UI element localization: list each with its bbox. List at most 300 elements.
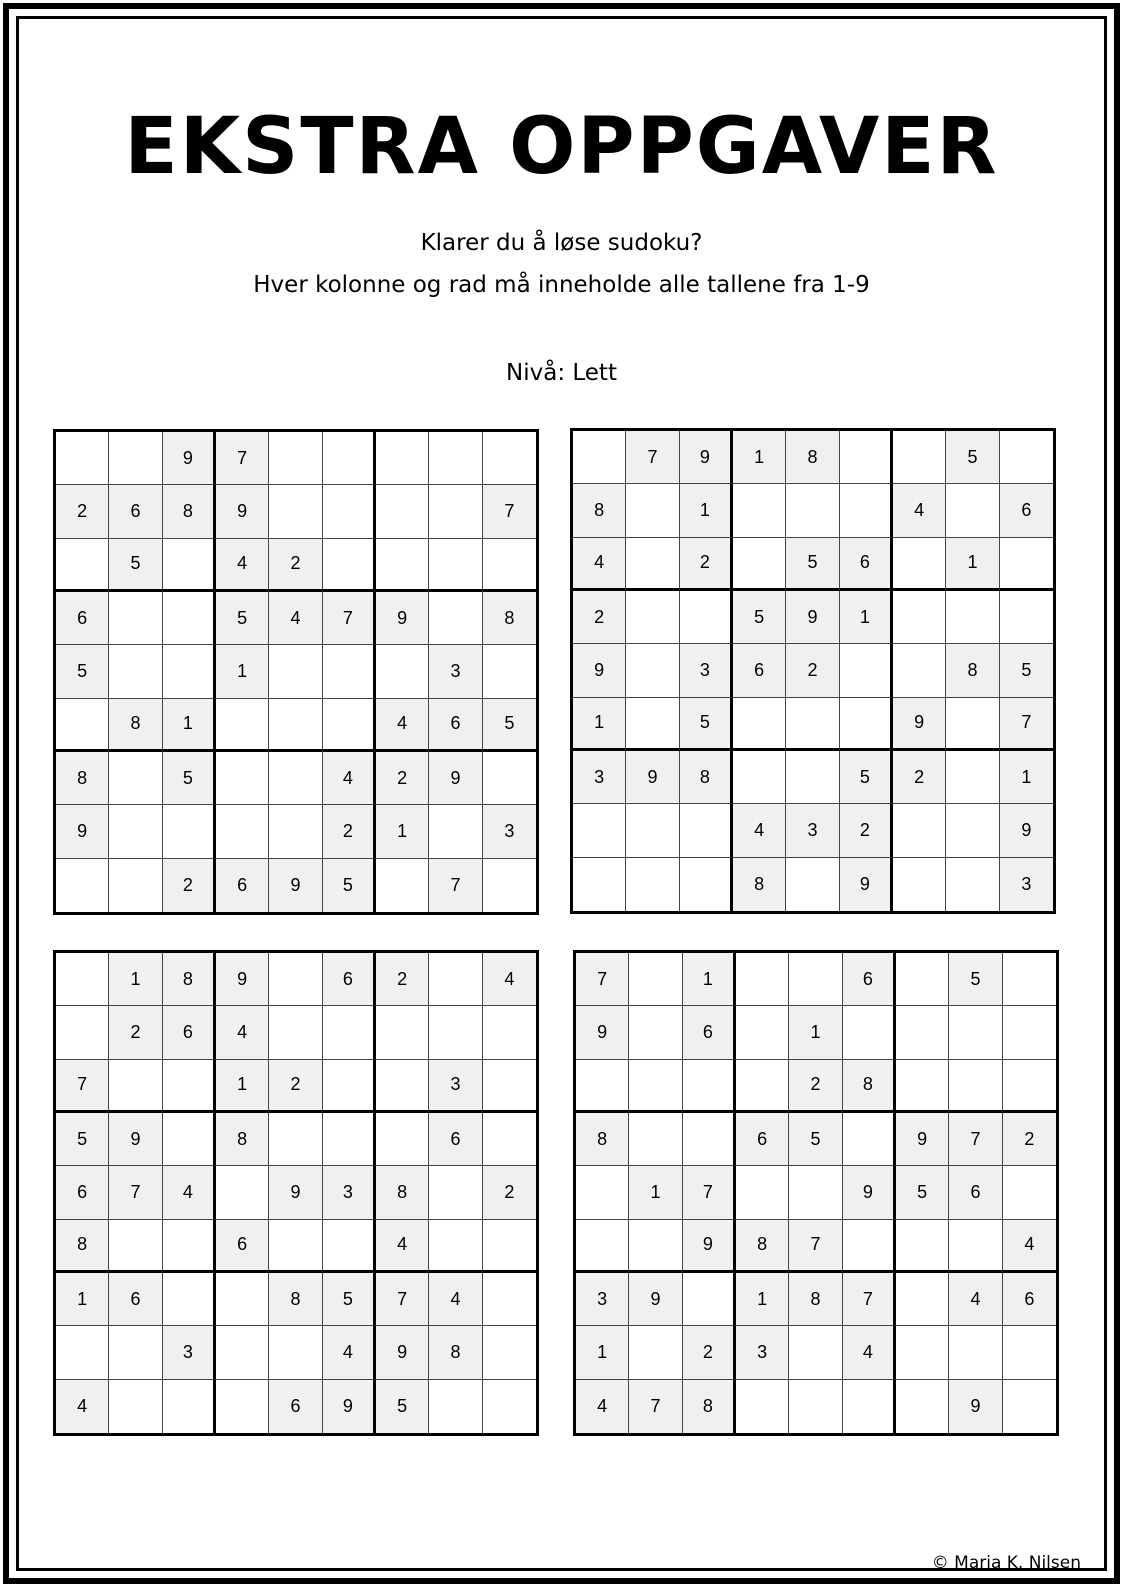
sudoku-cell[interactable] — [269, 699, 322, 752]
sudoku-cell[interactable] — [109, 1380, 162, 1433]
sudoku-cell[interactable] — [323, 539, 376, 592]
sudoku-cell[interactable] — [843, 1380, 896, 1433]
sudoku-cell[interactable] — [109, 1060, 162, 1113]
sudoku-cell: 8 — [733, 858, 786, 911]
sudoku-cell[interactable] — [216, 1273, 269, 1326]
sudoku-cell: 5 — [56, 645, 109, 698]
sudoku-cell[interactable] — [946, 804, 999, 857]
sudoku-cell: 6 — [163, 1006, 216, 1059]
sudoku-cell[interactable] — [683, 1273, 736, 1326]
sudoku-cell: 6 — [429, 699, 482, 752]
sudoku-cell[interactable] — [946, 858, 999, 911]
sudoku-cell[interactable] — [840, 698, 893, 751]
sudoku-cell: 2 — [109, 1006, 162, 1059]
sudoku-cell[interactable] — [736, 953, 789, 1006]
sudoku-cell[interactable] — [680, 591, 733, 644]
sudoku-cell[interactable] — [949, 1060, 1002, 1113]
sudoku-cell[interactable] — [629, 1060, 682, 1113]
sudoku-cell[interactable] — [680, 804, 733, 857]
instruction-question: Klarer du å løse sudoku? — [420, 230, 703, 256]
sudoku-cell[interactable] — [429, 485, 482, 538]
sudoku-cell[interactable] — [843, 1006, 896, 1059]
sudoku-cell: 1 — [680, 484, 733, 537]
sudoku-cell: 8 — [683, 1380, 736, 1433]
sudoku-cell: 5 — [163, 752, 216, 805]
sudoku-cell[interactable] — [1000, 591, 1053, 644]
sudoku-cell: 6 — [736, 1113, 789, 1166]
sudoku-cell[interactable] — [216, 1380, 269, 1433]
sudoku-cell: 5 — [483, 699, 536, 752]
sudoku-cell[interactable] — [626, 804, 679, 857]
sudoku-cell: 5 — [1000, 644, 1053, 697]
sudoku-cell[interactable] — [789, 1380, 842, 1433]
sudoku-cell: 6 — [840, 538, 893, 591]
sudoku-cell: 2 — [163, 859, 216, 912]
sudoku-cell[interactable] — [323, 1113, 376, 1166]
sudoku-cell[interactable] — [429, 805, 482, 858]
sudoku-cell[interactable] — [163, 1220, 216, 1273]
sudoku-cell: 4 — [56, 1380, 109, 1433]
sudoku-cell: 2 — [893, 751, 946, 804]
sudoku-cell: 4 — [576, 1380, 629, 1433]
sudoku-cell: 1 — [216, 645, 269, 698]
sudoku-cell[interactable] — [483, 645, 536, 698]
sudoku-cell: 7 — [376, 1273, 429, 1326]
sudoku-cell[interactable] — [323, 1060, 376, 1113]
sudoku-cell: 3 — [736, 1326, 789, 1379]
sudoku-cell[interactable] — [109, 1220, 162, 1273]
sudoku-cell[interactable] — [483, 539, 536, 592]
sudoku-cell: 7 — [323, 592, 376, 645]
sudoku-cell[interactable] — [840, 644, 893, 697]
sudoku-cell[interactable] — [626, 484, 679, 537]
sudoku-cell: 6 — [429, 1113, 482, 1166]
sudoku-cell[interactable] — [323, 485, 376, 538]
instruction-rule: Hver kolonne og rad må inneholde alle tallene fra 1-9 — [253, 272, 870, 298]
sudoku-cell[interactable] — [483, 432, 536, 485]
sudoku-cell[interactable] — [163, 805, 216, 858]
sudoku-cell: 9 — [216, 953, 269, 1006]
sudoku-cell[interactable] — [323, 645, 376, 698]
sudoku-cell: 1 — [736, 1273, 789, 1326]
sudoku-cell[interactable] — [483, 859, 536, 912]
sudoku-cell[interactable] — [576, 1220, 629, 1273]
sudoku-cell: 3 — [323, 1166, 376, 1219]
sudoku-cell[interactable] — [429, 1006, 482, 1059]
sudoku-cell: 5 — [323, 859, 376, 912]
sudoku-cell: 9 — [840, 858, 893, 911]
sudoku-cell[interactable] — [629, 1006, 682, 1059]
sudoku-cell[interactable] — [163, 592, 216, 645]
sudoku-cell: 8 — [786, 431, 839, 484]
sudoku-cell: 1 — [946, 538, 999, 591]
sudoku-cell[interactable] — [163, 645, 216, 698]
sudoku-cell: 9 — [576, 1006, 629, 1059]
sudoku-cell: 9 — [376, 1326, 429, 1379]
sudoku-cell: 1 — [376, 805, 429, 858]
sudoku-cell: 2 — [1003, 1113, 1056, 1166]
sudoku-cell[interactable] — [949, 1006, 1002, 1059]
sudoku-cell: 3 — [680, 644, 733, 697]
sudoku-cell: 4 — [733, 804, 786, 857]
sudoku-cell: 1 — [733, 431, 786, 484]
sudoku-cell: 9 — [376, 592, 429, 645]
copyright-notice: © Maria K. Nilsen — [931, 1553, 1081, 1573]
sudoku-cell[interactable] — [163, 539, 216, 592]
sudoku-cell[interactable] — [269, 485, 322, 538]
sudoku-cell[interactable] — [840, 484, 893, 537]
sudoku-grid-1 — [53, 429, 539, 915]
sudoku-cell[interactable] — [429, 539, 482, 592]
sudoku-cell[interactable] — [573, 804, 626, 857]
sudoku-cell[interactable] — [629, 953, 682, 1006]
sudoku-cell[interactable] — [376, 1060, 429, 1113]
sudoku-cell[interactable] — [683, 1113, 736, 1166]
sudoku-cell: 5 — [323, 1273, 376, 1326]
sudoku-cell: 5 — [789, 1113, 842, 1166]
sudoku-cell: 2 — [376, 752, 429, 805]
sudoku-cell: 4 — [429, 1273, 482, 1326]
sudoku-cell[interactable] — [736, 1380, 789, 1433]
sudoku-cell[interactable] — [789, 953, 842, 1006]
sudoku-cell: 6 — [949, 1166, 1002, 1219]
sudoku-cell: 9 — [893, 698, 946, 751]
page-title: EKSTRA OPPGAVER — [124, 102, 999, 192]
sudoku-cell[interactable] — [786, 484, 839, 537]
sudoku-cell: 5 — [56, 1113, 109, 1166]
sudoku-cell[interactable] — [483, 1273, 536, 1326]
sudoku-cell: 8 — [483, 592, 536, 645]
sudoku-cell[interactable] — [109, 645, 162, 698]
sudoku-cell[interactable] — [1003, 1166, 1056, 1219]
sudoku-cell[interactable] — [680, 858, 733, 911]
sudoku-cell[interactable] — [163, 1060, 216, 1113]
sudoku-cell: 7 — [626, 431, 679, 484]
sudoku-cell[interactable] — [629, 1326, 682, 1379]
sudoku-cell[interactable] — [893, 431, 946, 484]
sudoku-cell: 5 — [109, 539, 162, 592]
sudoku-cell[interactable] — [1003, 1380, 1056, 1433]
sudoku-cell: 8 — [789, 1273, 842, 1326]
sudoku-cell: 3 — [786, 804, 839, 857]
sudoku-cell[interactable] — [56, 699, 109, 752]
sudoku-cell[interactable] — [896, 1380, 949, 1433]
sudoku-cell[interactable] — [786, 751, 839, 804]
sudoku-cell[interactable] — [376, 432, 429, 485]
sudoku-cell: 2 — [269, 1060, 322, 1113]
sudoku-cell: 8 — [736, 1220, 789, 1273]
sudoku-cell: 2 — [573, 591, 626, 644]
sudoku-cell: 7 — [683, 1166, 736, 1219]
sudoku-cell[interactable] — [573, 858, 626, 911]
sudoku-cell: 2 — [680, 538, 733, 591]
sudoku-cell: 1 — [629, 1166, 682, 1219]
sudoku-cell[interactable] — [269, 805, 322, 858]
sudoku-cell[interactable] — [56, 859, 109, 912]
sudoku-cell[interactable] — [896, 1273, 949, 1326]
sudoku-cell: 9 — [896, 1113, 949, 1166]
sudoku-cell: 2 — [376, 953, 429, 1006]
sudoku-cell: 6 — [216, 859, 269, 912]
sudoku-cell: 6 — [109, 485, 162, 538]
sudoku-cell: 3 — [429, 1060, 482, 1113]
sudoku-cell: 7 — [216, 432, 269, 485]
sudoku-cell[interactable] — [56, 432, 109, 485]
sudoku-cell: 8 — [163, 485, 216, 538]
sudoku-cell[interactable] — [323, 1220, 376, 1273]
sudoku-cell: 1 — [576, 1326, 629, 1379]
sudoku-cell[interactable] — [269, 1113, 322, 1166]
sudoku-cell: 4 — [573, 538, 626, 591]
sudoku-cell[interactable] — [626, 538, 679, 591]
sudoku-cell: 6 — [733, 644, 786, 697]
sudoku-cell[interactable] — [376, 1113, 429, 1166]
sudoku-cell[interactable] — [376, 859, 429, 912]
sudoku-cell[interactable] — [109, 592, 162, 645]
sudoku-cell[interactable] — [163, 1273, 216, 1326]
sudoku-cell: 4 — [216, 539, 269, 592]
sudoku-cell[interactable] — [896, 1060, 949, 1113]
sudoku-cell[interactable] — [483, 1326, 536, 1379]
sudoku-cell: 8 — [109, 699, 162, 752]
sudoku-cell[interactable] — [626, 858, 679, 911]
sudoku-cell: 4 — [163, 1166, 216, 1219]
sudoku-cell: 4 — [269, 592, 322, 645]
sudoku-cell[interactable] — [843, 1113, 896, 1166]
sudoku-cell[interactable] — [786, 858, 839, 911]
sudoku-cell[interactable] — [626, 644, 679, 697]
sudoku-cell: 8 — [269, 1273, 322, 1326]
sudoku-cell[interactable] — [946, 591, 999, 644]
sudoku-cell[interactable] — [483, 752, 536, 805]
sudoku-cell[interactable] — [376, 1006, 429, 1059]
sudoku-cell: 8 — [573, 484, 626, 537]
sudoku-cell: 6 — [269, 1380, 322, 1433]
sudoku-cell[interactable] — [1003, 1060, 1056, 1113]
sudoku-grid-3 — [53, 950, 539, 1436]
sudoku-cell: 6 — [216, 1220, 269, 1273]
sudoku-cell[interactable] — [893, 804, 946, 857]
sudoku-cell[interactable] — [269, 432, 322, 485]
sudoku-cell[interactable] — [896, 1326, 949, 1379]
sudoku-cell[interactable] — [323, 699, 376, 752]
sudoku-cell: 8 — [680, 751, 733, 804]
sudoku-cell: 9 — [269, 859, 322, 912]
sudoku-cell[interactable] — [893, 591, 946, 644]
sudoku-cell[interactable] — [109, 859, 162, 912]
sudoku-cell: 9 — [680, 431, 733, 484]
sudoku-cell[interactable] — [483, 1220, 536, 1273]
sudoku-cell[interactable] — [736, 1006, 789, 1059]
sudoku-cell[interactable] — [429, 1380, 482, 1433]
sudoku-cell[interactable] — [893, 538, 946, 591]
sudoku-cell: 2 — [483, 1166, 536, 1219]
sudoku-cell[interactable] — [843, 1220, 896, 1273]
sudoku-cell[interactable] — [483, 1060, 536, 1113]
sudoku-cell[interactable] — [429, 953, 482, 1006]
sudoku-cell[interactable] — [1000, 538, 1053, 591]
sudoku-cell: 7 — [429, 859, 482, 912]
sudoku-cell: 3 — [1000, 858, 1053, 911]
sudoku-cell: 4 — [376, 699, 429, 752]
sudoku-cell[interactable] — [896, 953, 949, 1006]
sudoku-cell: 5 — [949, 953, 1002, 1006]
sudoku-cell[interactable] — [216, 1166, 269, 1219]
sudoku-cell[interactable] — [1003, 1006, 1056, 1059]
sudoku-cell: 7 — [789, 1220, 842, 1273]
sudoku-cell[interactable] — [216, 1326, 269, 1379]
sudoku-cell[interactable] — [483, 1380, 536, 1433]
sudoku-cell: 2 — [323, 805, 376, 858]
sudoku-cell[interactable] — [323, 432, 376, 485]
sudoku-cell[interactable] — [626, 591, 679, 644]
sudoku-cell[interactable] — [946, 484, 999, 537]
sudoku-cell[interactable] — [733, 698, 786, 751]
sudoku-cell[interactable] — [789, 1326, 842, 1379]
sudoku-cell[interactable] — [56, 1326, 109, 1379]
sudoku-cell[interactable] — [576, 1060, 629, 1113]
sudoku-cell: 2 — [840, 804, 893, 857]
sudoku-cell: 7 — [109, 1166, 162, 1219]
sudoku-cell: 6 — [56, 592, 109, 645]
sudoku-cell[interactable] — [163, 1380, 216, 1433]
sudoku-cell[interactable] — [216, 699, 269, 752]
sudoku-cell[interactable] — [949, 1220, 1002, 1273]
sudoku-cell[interactable] — [323, 1006, 376, 1059]
sudoku-cell: 1 — [56, 1273, 109, 1326]
sudoku-cell: 9 — [626, 751, 679, 804]
sudoku-cell[interactable] — [269, 953, 322, 1006]
sudoku-cell: 4 — [843, 1326, 896, 1379]
sudoku-grid-2 — [570, 428, 1056, 914]
sudoku-cell: 5 — [840, 751, 893, 804]
sudoku-cell: 7 — [843, 1273, 896, 1326]
sudoku-cell[interactable] — [736, 1060, 789, 1113]
sudoku-cell[interactable] — [733, 751, 786, 804]
sudoku-cell: 7 — [483, 485, 536, 538]
sudoku-cell[interactable] — [429, 1166, 482, 1219]
sudoku-cell[interactable] — [736, 1166, 789, 1219]
sudoku-cell[interactable] — [269, 752, 322, 805]
sudoku-cell[interactable] — [109, 752, 162, 805]
sudoku-cell[interactable] — [109, 1326, 162, 1379]
sudoku-cell: 2 — [269, 539, 322, 592]
sudoku-cell[interactable] — [269, 1006, 322, 1059]
sudoku-cell: 4 — [1003, 1220, 1056, 1273]
sudoku-cell[interactable] — [576, 1166, 629, 1219]
sudoku-cell[interactable] — [269, 645, 322, 698]
sudoku-cell[interactable] — [949, 1326, 1002, 1379]
sudoku-cell[interactable] — [376, 485, 429, 538]
sudoku-cell: 9 — [216, 485, 269, 538]
sudoku-cell[interactable] — [733, 538, 786, 591]
sudoku-cell: 1 — [840, 591, 893, 644]
sudoku-cell: 8 — [946, 644, 999, 697]
sudoku-cell: 4 — [216, 1006, 269, 1059]
sudoku-cell: 2 — [786, 644, 839, 697]
sudoku-cell[interactable] — [376, 539, 429, 592]
sudoku-cell: 3 — [429, 645, 482, 698]
sudoku-cell[interactable] — [629, 1220, 682, 1273]
sudoku-cell: 9 — [429, 752, 482, 805]
sudoku-cell: 7 — [56, 1060, 109, 1113]
sudoku-cell: 6 — [1000, 484, 1053, 537]
sudoku-cell: 9 — [1000, 804, 1053, 857]
sudoku-cell[interactable] — [269, 1220, 322, 1273]
sudoku-cell[interactable] — [1000, 431, 1053, 484]
sudoku-cell[interactable] — [946, 751, 999, 804]
sudoku-cell[interactable] — [786, 698, 839, 751]
sudoku-cell: 8 — [56, 752, 109, 805]
sudoku-cell[interactable] — [840, 431, 893, 484]
sudoku-cell[interactable] — [573, 431, 626, 484]
sudoku-cell: 8 — [163, 953, 216, 1006]
sudoku-cell[interactable] — [109, 805, 162, 858]
sudoku-cell[interactable] — [629, 1113, 682, 1166]
sudoku-cell: 7 — [629, 1380, 682, 1433]
sudoku-cell: 9 — [786, 591, 839, 644]
sudoku-cell[interactable] — [789, 1166, 842, 1219]
sudoku-cell: 4 — [323, 1326, 376, 1379]
sudoku-cell: 4 — [949, 1273, 1002, 1326]
sudoku-cell[interactable] — [269, 1326, 322, 1379]
sudoku-cell[interactable] — [896, 1220, 949, 1273]
sudoku-cell[interactable] — [429, 432, 482, 485]
sudoku-cell: 5 — [376, 1380, 429, 1433]
sudoku-cell: 4 — [323, 752, 376, 805]
sudoku-cell: 5 — [896, 1166, 949, 1219]
sudoku-cell[interactable] — [626, 698, 679, 751]
sudoku-cell[interactable] — [896, 1006, 949, 1059]
sudoku-cell: 6 — [1003, 1273, 1056, 1326]
sudoku-cell: 3 — [483, 805, 536, 858]
sudoku-cell: 8 — [376, 1166, 429, 1219]
sudoku-cell: 6 — [843, 953, 896, 1006]
sudoku-cell: 1 — [789, 1006, 842, 1059]
sudoku-cell[interactable] — [429, 1220, 482, 1273]
sudoku-cell[interactable] — [483, 1006, 536, 1059]
sudoku-cell: 1 — [109, 953, 162, 1006]
sudoku-cell[interactable] — [56, 1006, 109, 1059]
sudoku-cell[interactable] — [893, 644, 946, 697]
sudoku-cell: 9 — [163, 432, 216, 485]
sudoku-cell[interactable] — [56, 953, 109, 1006]
sudoku-cell: 9 — [573, 644, 626, 697]
sudoku-cell: 9 — [109, 1113, 162, 1166]
sudoku-cell: 9 — [629, 1273, 682, 1326]
sudoku-cell: 1 — [216, 1060, 269, 1113]
sudoku-cell: 9 — [843, 1166, 896, 1219]
sudoku-cell: 5 — [733, 591, 786, 644]
sudoku-cell[interactable] — [483, 1113, 536, 1166]
sudoku-cell[interactable] — [893, 858, 946, 911]
sudoku-cell: 9 — [683, 1220, 736, 1273]
sudoku-cell[interactable] — [1003, 1326, 1056, 1379]
sudoku-cell[interactable] — [946, 698, 999, 751]
sudoku-cell[interactable] — [429, 592, 482, 645]
sudoku-cell: 5 — [216, 592, 269, 645]
sudoku-cell[interactable] — [376, 645, 429, 698]
sudoku-cell[interactable] — [216, 805, 269, 858]
sudoku-cell: 1 — [1000, 751, 1053, 804]
sudoku-cell[interactable] — [109, 432, 162, 485]
sudoku-cell[interactable] — [163, 1113, 216, 1166]
sudoku-cell[interactable] — [56, 539, 109, 592]
sudoku-cell[interactable] — [683, 1060, 736, 1113]
sudoku-cell[interactable] — [733, 484, 786, 537]
sudoku-cell[interactable] — [216, 752, 269, 805]
sudoku-cell[interactable] — [1003, 953, 1056, 1006]
